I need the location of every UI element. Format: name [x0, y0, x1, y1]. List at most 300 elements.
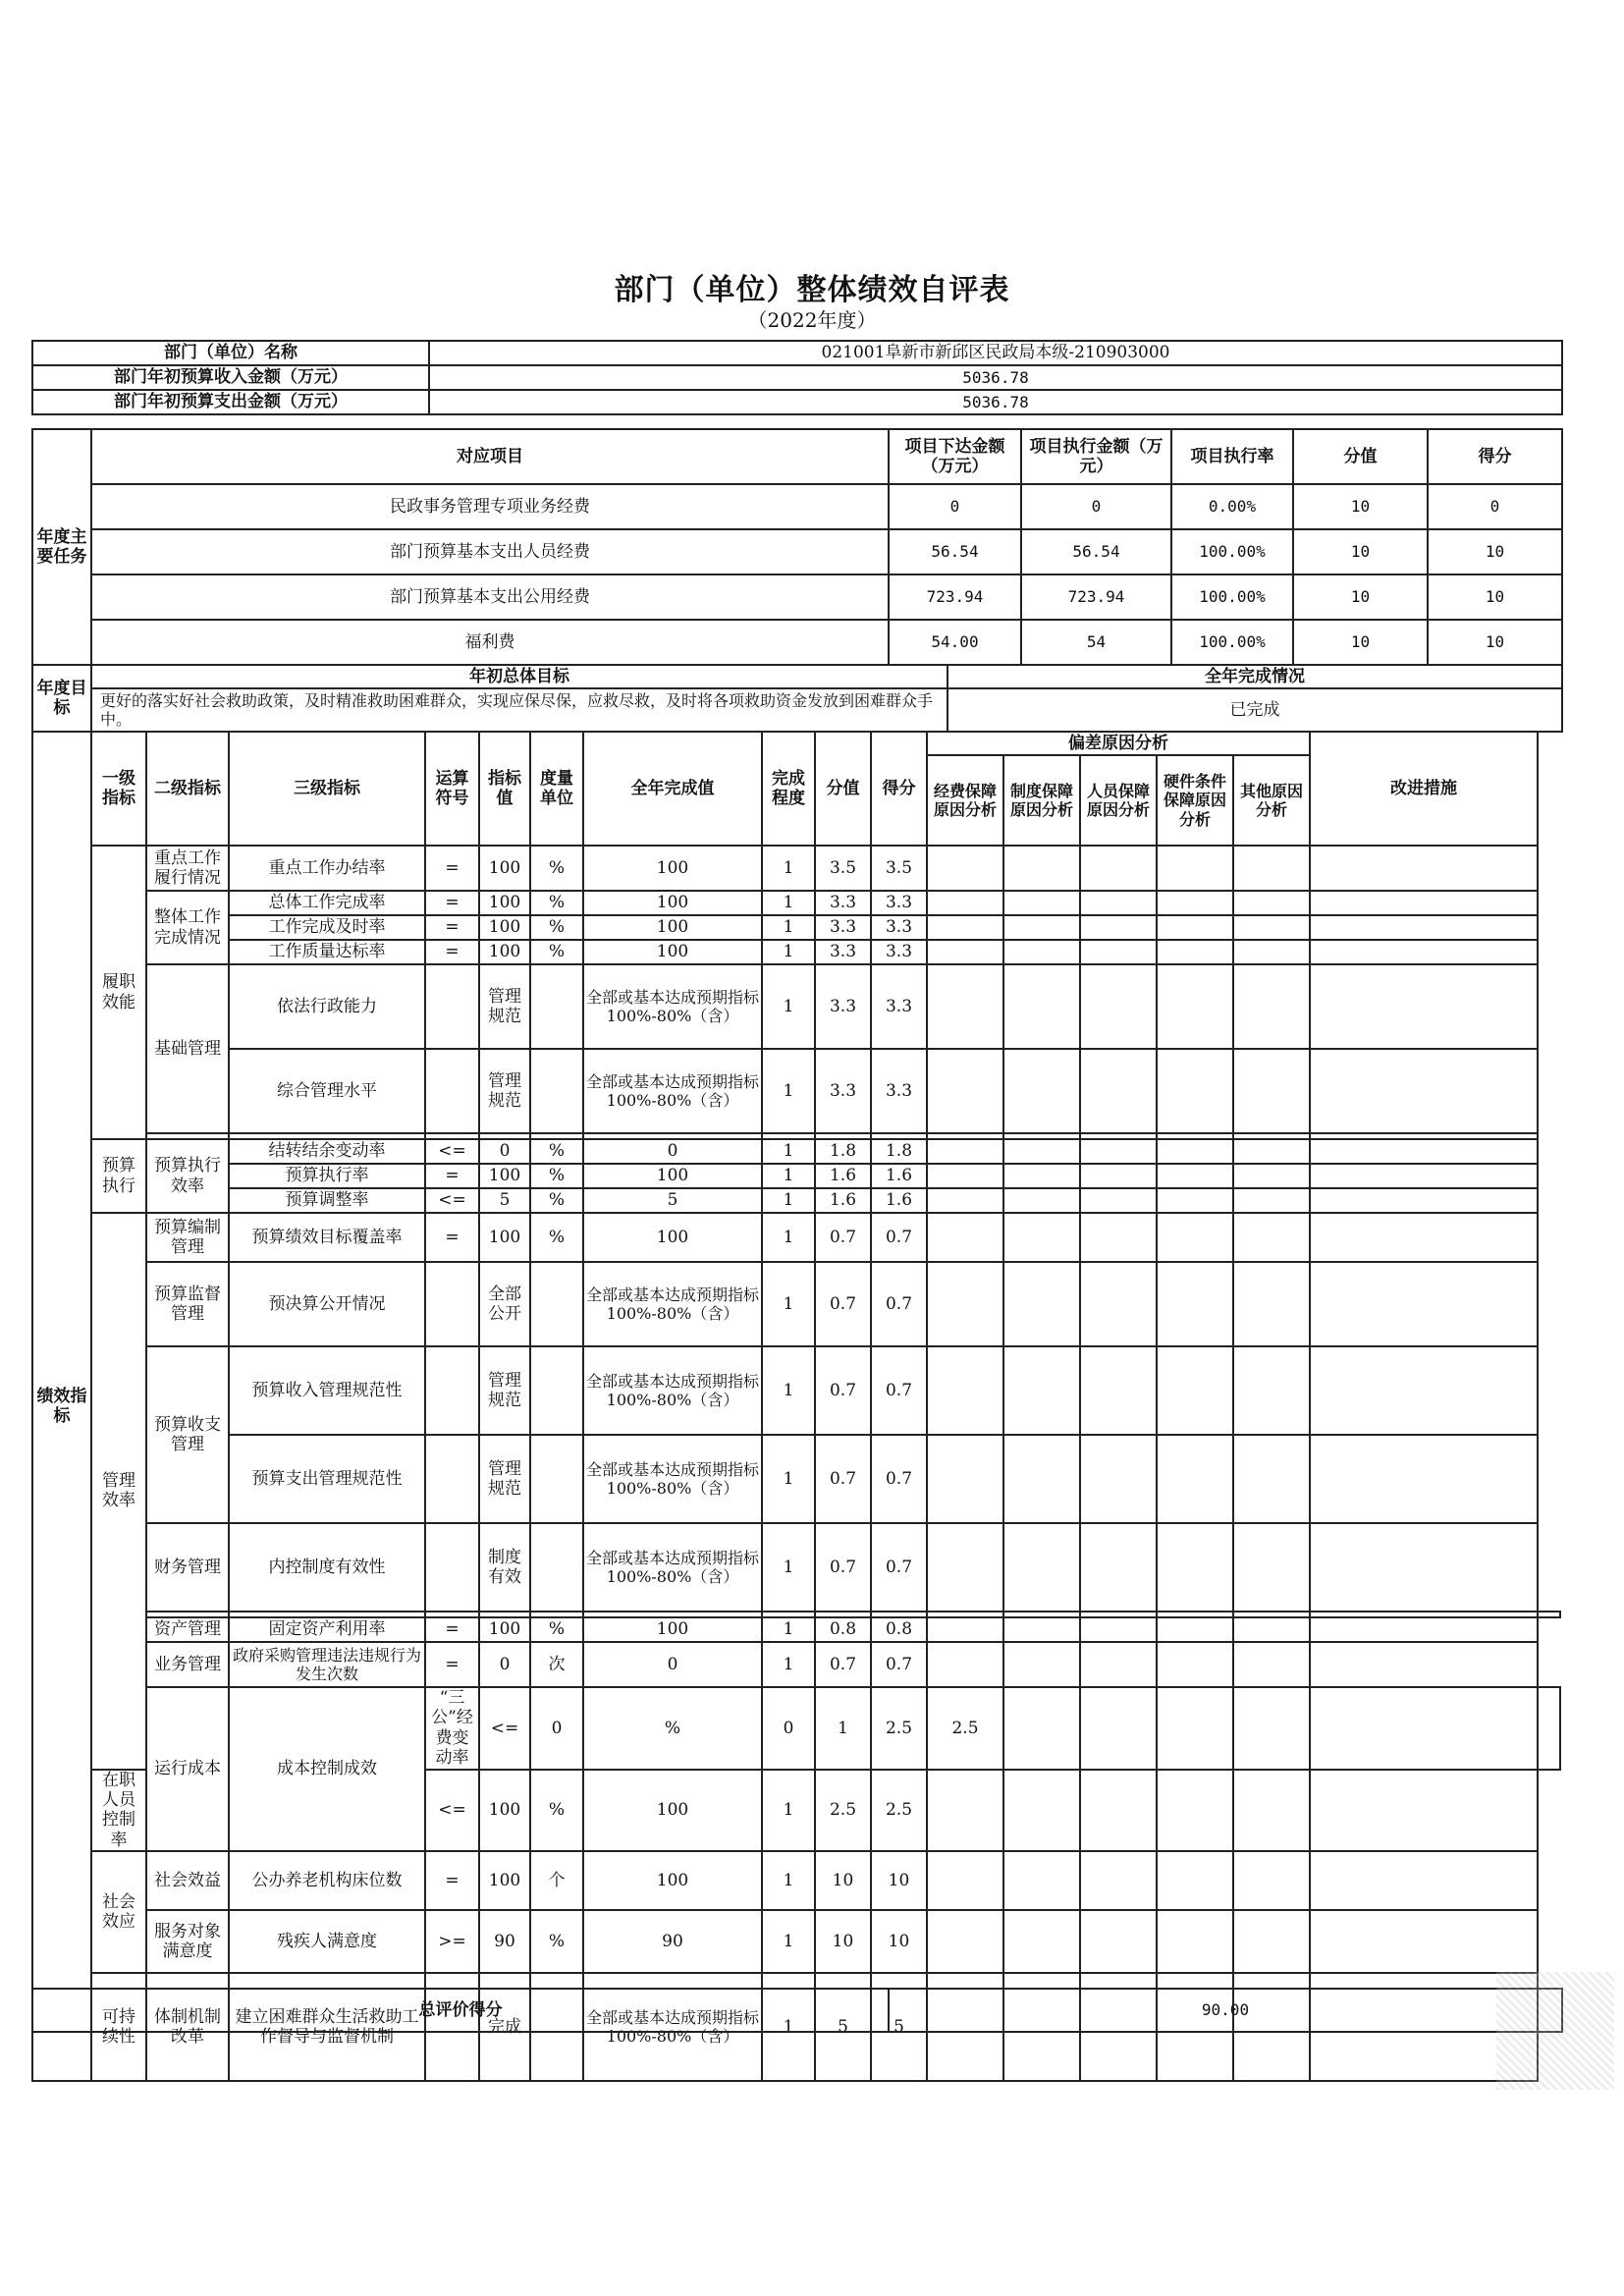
indicator-cell: 1 [762, 1049, 815, 1133]
indicator-cell [530, 1262, 583, 1346]
indicator-cell: 0.7 [815, 1213, 871, 1262]
task-cell: 10 [1293, 529, 1428, 574]
empty-cell [927, 1910, 1003, 1973]
empty-cell [1157, 1770, 1233, 1852]
task-cell: 100.00% [1171, 574, 1293, 620]
indicator-cell: 10 [815, 1851, 871, 1910]
level2-label: 预算编制管理 [146, 1213, 229, 1262]
tasks-col-score: 得分 [1428, 429, 1562, 484]
task-cell: 0 [889, 484, 1021, 529]
empty-cell [1233, 1213, 1310, 1262]
indicator-cell: 1 [762, 1851, 815, 1910]
indicator-cell: >= [425, 1910, 479, 1973]
indicator-cell: 90 [479, 1910, 530, 1973]
col-system-reason: 制度保障原因分析 [1003, 755, 1080, 846]
task-row: 福利费 [91, 620, 889, 665]
empty-cell [1003, 1049, 1080, 1133]
indicator-name: 预算绩效目标覆盖率 [229, 1213, 425, 1262]
indicator-cell: = [425, 940, 479, 964]
col-unit: 度量单位 [530, 732, 583, 846]
indicator-cell [425, 1262, 479, 1346]
indicator-cell: 3.3 [871, 940, 927, 964]
goals-right-text: 已完成 [947, 688, 1562, 732]
indicator-cell: 3.3 [815, 964, 871, 1049]
indicator-cell: 全部或基本达成预期指标100%-80%（含） [583, 1435, 762, 1523]
empty-cell [1157, 1164, 1233, 1188]
empty-cell [1157, 1139, 1233, 1164]
indicator-cell: 3.3 [871, 1049, 927, 1133]
indicator-cell [530, 1049, 583, 1133]
indicator-cell [425, 964, 479, 1049]
empty-cell [1233, 915, 1310, 940]
empty-cell [927, 1049, 1003, 1133]
empty-cell [1310, 846, 1538, 891]
indicator-cell: <= [425, 1188, 479, 1213]
indicator-cell: = [425, 1213, 479, 1262]
level1-label: 社会效应 [91, 1851, 146, 1973]
indicator-name: 内控制度有效性 [229, 1523, 425, 1612]
empty-cell [1538, 1612, 1560, 1617]
indicator-name: 工作完成及时率 [229, 915, 425, 940]
empty-cell [1080, 1346, 1157, 1435]
deviation-header: 偏差原因分析 [927, 732, 1310, 755]
indicator-cell: 完成 [479, 1973, 530, 2081]
indicator-cell [530, 1523, 583, 1612]
indicator-cell: 100 [479, 891, 530, 915]
indicator-cell: 管理规范 [479, 1049, 530, 1133]
indicator-cell: 2.5 [815, 1770, 871, 1852]
empty-cell [1080, 891, 1157, 915]
indicator-cell: = [425, 1164, 479, 1188]
empty-cell [1233, 940, 1310, 964]
indicator-cell: 0.7 [871, 1262, 927, 1346]
empty-cell [927, 1851, 1003, 1910]
indicator-cell: 100 [583, 1770, 762, 1852]
goals-table [31, 664, 1563, 733]
empty-cell [1080, 1435, 1157, 1523]
tasks-col-item: 对应项目 [91, 429, 889, 484]
indicator-cell: 100 [583, 1851, 762, 1910]
level2-label: 体制机制改革 [146, 1973, 229, 2081]
indicator-name: 结转结余变动率 [229, 1139, 425, 1164]
task-cell: 56.54 [1021, 529, 1171, 574]
goals-right-header: 全年完成情况 [947, 665, 1562, 688]
indicator-cell: 1.6 [871, 1164, 927, 1188]
empty-cell [1080, 1642, 1157, 1687]
level2-label: 预算执行效率 [146, 1139, 229, 1213]
level2-label: 预算收支管理 [146, 1346, 229, 1523]
goals-left-header: 年初总体目标 [91, 665, 947, 688]
indicator-cell: 100 [479, 846, 530, 891]
empty-cell [1233, 1164, 1310, 1188]
indicator-name: 预算调整率 [229, 1188, 425, 1213]
empty-cell [1157, 1346, 1233, 1435]
task-cell: 54 [1021, 620, 1171, 665]
empty-cell [927, 1139, 1003, 1164]
indicator-cell: 0.7 [871, 1435, 927, 1523]
indicator-cell: 3.3 [871, 964, 927, 1049]
goals-side-label: 年度目标 [32, 665, 91, 732]
indicator-name: 总体工作完成率 [229, 891, 425, 915]
indicator-cell: 1 [762, 1770, 815, 1852]
indicator-cell: 1 [762, 940, 815, 964]
indicator-name: 残疾人满意度 [229, 1910, 425, 1973]
indicator-cell: 1 [762, 1523, 815, 1612]
empty-cell [1080, 1049, 1157, 1133]
empty-cell [1538, 1687, 1560, 1770]
col-funding-reason: 经费保障原因分析 [927, 755, 1003, 846]
empty-cell [927, 846, 1003, 891]
indicator-cell: = [425, 1642, 479, 1687]
level2-label: 重点工作履行情况 [146, 846, 229, 891]
empty-cell [1003, 1213, 1080, 1262]
indicator-cell: 次 [530, 1642, 583, 1687]
col-score: 得分 [871, 732, 927, 846]
total-value: 90.00 [889, 1989, 1562, 2032]
empty-cell [1233, 891, 1310, 915]
task-cell: 0.00% [1171, 484, 1293, 529]
task-cell: 54.00 [889, 620, 1021, 665]
indicator-cell: 1 [762, 1973, 815, 2081]
col-improvement: 改进措施 [1310, 732, 1538, 846]
empty-cell [1310, 1049, 1538, 1133]
indicator-cell: % [530, 1770, 583, 1852]
empty-cell [1080, 1687, 1157, 1770]
page-title: 部门（单位）整体绩效自评表 [614, 273, 1010, 307]
empty-cell [1310, 915, 1538, 940]
indicator-name: 预算执行率 [229, 1164, 425, 1188]
income-label: 部门年初预算收入金额（万元） [32, 365, 429, 390]
empty-cell [1080, 1617, 1157, 1642]
col-other-reason: 其他原因分析 [1233, 755, 1310, 846]
indicator-cell: 1 [762, 846, 815, 891]
indicator-cell: % [530, 1188, 583, 1213]
indicator-cell: 100 [583, 1164, 762, 1188]
income-value: 5036.78 [429, 365, 1562, 390]
empty-cell [1233, 1851, 1310, 1910]
unit-name-label: 部门（单位）名称 [32, 341, 429, 365]
qr-code-image [1496, 1972, 1614, 2090]
indicator-cell [425, 1523, 479, 1612]
empty-cell [1310, 1188, 1538, 1213]
indicator-cell: = [425, 891, 479, 915]
indicator-cell: 100 [583, 940, 762, 964]
tasks-col-rate: 项目执行率 [1171, 429, 1293, 484]
indicator-cell: 5 [815, 1973, 871, 2081]
empty-cell [1003, 1188, 1080, 1213]
indicator-cell [530, 1346, 583, 1435]
empty-cell [1003, 1770, 1080, 1852]
header-table [31, 340, 1563, 415]
indicator-cell: % [530, 1164, 583, 1188]
empty-cell [1080, 915, 1157, 940]
empty-cell [1233, 1188, 1310, 1213]
indicator-cell: % [530, 1139, 583, 1164]
indicator-cell: 10 [815, 1910, 871, 1973]
empty-cell [1310, 1262, 1538, 1346]
indicator-cell: 1 [762, 891, 815, 915]
indicator-cell: 100 [583, 1617, 762, 1642]
indicator-cell: 0 [583, 1642, 762, 1687]
indicator-cell: 0.7 [871, 1523, 927, 1612]
empty-cell [1157, 1642, 1233, 1687]
empty-cell [1080, 1523, 1157, 1612]
empty-cell [1003, 964, 1080, 1049]
indicator-cell: % [530, 891, 583, 915]
empty-cell [1233, 1262, 1310, 1346]
unit-name-value: 021001阜新市新邱区民政局本级-210903000 [429, 341, 1562, 365]
empty-cell [1003, 1687, 1080, 1770]
indicator-cell: 1 [762, 1139, 815, 1164]
level1-label: 管理效率 [91, 1213, 146, 1770]
indicator-cell: 0.7 [815, 1642, 871, 1687]
task-row: 部门预算基本支出公用经费 [91, 574, 889, 620]
indicator-cell: 1 [762, 964, 815, 1049]
indicator-cell: 1 [762, 1435, 815, 1523]
task-cell: 10 [1428, 620, 1562, 665]
indicator-cell: 0.7 [815, 1262, 871, 1346]
task-cell: 100.00% [1171, 529, 1293, 574]
empty-cell [1310, 1139, 1538, 1164]
indicator-cell: 100 [479, 940, 530, 964]
level1-label: 可持续性 [91, 1973, 146, 2081]
indicator-cell: 100 [583, 1213, 762, 1262]
level2-label: 基础管理 [146, 964, 229, 1133]
indicator-cell: 1 [762, 1164, 815, 1188]
indicator-cell: 90 [583, 1910, 762, 1973]
empty-cell [1157, 1687, 1233, 1770]
indicator-cell [425, 1346, 479, 1435]
indicator-cell: 1 [762, 1617, 815, 1642]
level2-label: 财务管理 [146, 1523, 229, 1612]
col-actual: 全年完成值 [583, 732, 762, 846]
empty-cell [1233, 1139, 1310, 1164]
expense-label: 部门年初预算支出金额（万元） [32, 390, 429, 414]
empty-cell [1080, 1262, 1157, 1346]
empty-cell [927, 1188, 1003, 1213]
indicator-cell: 100 [479, 1164, 530, 1188]
indicator-cell: 100 [479, 1617, 530, 1642]
empty-cell [1003, 891, 1080, 915]
indicator-cell: <= [425, 1770, 479, 1852]
indicator-cell: 全部或基本达成预期指标100%-80%（含） [583, 1049, 762, 1133]
level2-label: 服务对象满意度 [146, 1910, 229, 1973]
task-cell: 723.94 [1021, 574, 1171, 620]
empty-cell [1233, 1435, 1310, 1523]
empty-cell [1310, 1770, 1538, 1852]
task-cell: 100.00% [1171, 620, 1293, 665]
empty-cell [1080, 1164, 1157, 1188]
empty-cell [1157, 964, 1233, 1049]
col-level1: 一级指标 [91, 732, 146, 846]
level1-label: 履职效能 [91, 846, 146, 1139]
task-row: 部门预算基本支出人员经费 [91, 529, 889, 574]
indicator-cell: 管理规范 [479, 1435, 530, 1523]
empty-cell [1003, 1910, 1080, 1973]
empty-cell [1310, 940, 1538, 964]
indicator-cell: 0.7 [871, 1213, 927, 1262]
task-row: 民政事务管理专项业务经费 [91, 484, 889, 529]
tasks-col-points: 分值 [1293, 429, 1428, 484]
indicator-cell: 1 [815, 1687, 871, 1770]
empty-cell [1003, 1851, 1080, 1910]
indicator-name: 工作质量达标率 [229, 940, 425, 964]
indicator-name: 预算收入管理规范性 [229, 1346, 425, 1435]
empty-cell [1310, 964, 1538, 1049]
indicator-cell: 0.7 [871, 1642, 927, 1687]
indicator-cell: 100 [479, 915, 530, 940]
indicator-cell: 0.8 [815, 1617, 871, 1642]
indicator-cell: 全部或基本达成预期指标100%-80%（含） [583, 1523, 762, 1612]
empty-cell [927, 964, 1003, 1049]
indicator-cell: = [425, 846, 479, 891]
indicator-cell: 1.8 [871, 1139, 927, 1164]
indicator-cell: 管理规范 [479, 1346, 530, 1435]
indicator-cell: <= [425, 1139, 479, 1164]
empty-cell [927, 891, 1003, 915]
level2-label: 业务管理 [146, 1642, 229, 1687]
indicator-cell: 全部或基本达成预期指标100%-80%（含） [583, 1262, 762, 1346]
total-label: 总评价得分 [32, 1989, 889, 2032]
empty-cell [1003, 1435, 1080, 1523]
indicator-name: “三公”经费变动率 [425, 1687, 479, 1770]
empty-cell [1310, 1617, 1538, 1642]
empty-cell [1233, 1770, 1310, 1852]
expense-value: 5036.78 [429, 390, 1562, 414]
indicator-cell: 1 [762, 1642, 815, 1687]
level1-label: 预算执行 [91, 1139, 146, 1213]
indicator-name: 综合管理水平 [229, 1049, 425, 1133]
empty-cell [1157, 1617, 1233, 1642]
indicator-cell [425, 1435, 479, 1523]
indicator-cell: 全部或基本达成预期指标100%-80%（含） [583, 1973, 762, 2081]
indicator-cell: 0 [479, 1139, 530, 1164]
empty-cell [1003, 1617, 1080, 1642]
empty-cell [1080, 1213, 1157, 1262]
empty-cell [927, 915, 1003, 940]
col-level3: 三级指标 [229, 732, 425, 846]
empty-cell [1233, 1617, 1310, 1642]
empty-cell [1080, 1910, 1157, 1973]
indicator-cell: 2.5 [871, 1687, 927, 1770]
empty-cell [927, 1523, 1003, 1612]
empty-cell [1080, 964, 1157, 1049]
empty-cell [1157, 1910, 1233, 1973]
indicator-cell: % [530, 940, 583, 964]
indicator-cell: 1.6 [871, 1188, 927, 1213]
empty-cell [1080, 846, 1157, 891]
empty-cell [1233, 1642, 1310, 1687]
empty-cell [927, 1262, 1003, 1346]
indicators-side-label: 绩效指标 [32, 732, 91, 2081]
indicator-cell: 2.5 [927, 1687, 1003, 1770]
indicator-cell: 100 [479, 1770, 530, 1852]
indicator-cell: 1.6 [815, 1164, 871, 1188]
empty-cell [1157, 891, 1233, 915]
task-cell: 10 [1428, 574, 1562, 620]
indicator-cell: 0.7 [815, 1523, 871, 1612]
col-operator: 运算符号 [425, 732, 479, 846]
indicator-cell: 5 [583, 1188, 762, 1213]
indicator-cell: 管理规范 [479, 964, 530, 1049]
col-hardware-reason: 硬件条件保障原因分析 [1157, 755, 1233, 846]
indicator-cell: 3.3 [871, 915, 927, 940]
empty-cell [1233, 1346, 1310, 1435]
indicator-cell: 1 [762, 915, 815, 940]
indicator-cell [530, 964, 583, 1049]
task-cell: 10 [1428, 529, 1562, 574]
indicator-cell: 100 [583, 915, 762, 940]
indicator-cell: 5 [479, 1188, 530, 1213]
empty-cell [927, 940, 1003, 964]
level2-label: 预算监督管理 [146, 1262, 229, 1346]
tasks-col-issued: 项目下达金额（万元） [889, 429, 1021, 484]
col-points: 分值 [815, 732, 871, 846]
indicator-cell [530, 1435, 583, 1523]
indicator-name: 公办养老机构床位数 [229, 1851, 425, 1910]
indicator-name: 预决算公开情况 [229, 1262, 425, 1346]
indicator-cell: % [530, 915, 583, 940]
empty-cell [927, 1617, 1003, 1642]
task-cell: 723.94 [889, 574, 1021, 620]
indicator-cell: 全部公开 [479, 1262, 530, 1346]
empty-cell [927, 1770, 1003, 1852]
level2-label: 成本控制成效 [229, 1687, 425, 1851]
empty-cell [1157, 1435, 1233, 1523]
empty-cell [927, 1164, 1003, 1188]
level2-label: 社会效益 [146, 1851, 229, 1910]
indicator-name: 预算支出管理规范性 [229, 1435, 425, 1523]
indicators-table [31, 731, 1561, 2082]
indicator-cell: 0 [762, 1687, 815, 1770]
empty-cell [1233, 964, 1310, 1049]
col-level2: 二级指标 [146, 732, 229, 846]
empty-cell [1233, 1910, 1310, 1973]
col-staff-reason: 人员保障原因分析 [1080, 755, 1157, 846]
task-cell: 56.54 [889, 529, 1021, 574]
empty-cell [1003, 846, 1080, 891]
indicator-cell: 10 [871, 1910, 927, 1973]
indicator-cell: = [425, 1851, 479, 1910]
indicator-cell: 全部或基本达成预期指标100%-80%（含） [583, 1346, 762, 1435]
indicator-cell: 个 [530, 1851, 583, 1910]
empty-cell [1310, 1164, 1538, 1188]
indicator-cell: 全部或基本达成预期指标100%-80%（含） [583, 964, 762, 1049]
indicator-cell: 3.5 [871, 846, 927, 891]
col-completion: 完成程度 [762, 732, 815, 846]
indicator-name: 固定资产利用率 [229, 1617, 425, 1642]
level2-label: 整体工作完成情况 [146, 891, 229, 964]
indicator-cell: 3.3 [815, 915, 871, 940]
empty-cell [1003, 1642, 1080, 1687]
empty-cell [1310, 1910, 1538, 1973]
empty-cell [1080, 1770, 1157, 1852]
empty-cell [1157, 940, 1233, 964]
indicator-cell: 2.5 [871, 1770, 927, 1852]
task-cell: 10 [1293, 620, 1428, 665]
empty-cell [1233, 1687, 1310, 1770]
empty-cell [1003, 915, 1080, 940]
indicator-cell: = [425, 1617, 479, 1642]
indicator-cell: 100 [583, 891, 762, 915]
indicator-cell: % [530, 1213, 583, 1262]
indicator-cell: 1.6 [815, 1188, 871, 1213]
empty-cell [1003, 1164, 1080, 1188]
empty-cell [1080, 1851, 1157, 1910]
indicator-cell: 1 [762, 1188, 815, 1213]
indicator-cell: 3.3 [871, 891, 927, 915]
tasks-col-executed: 项目执行金额（万元） [1021, 429, 1171, 484]
